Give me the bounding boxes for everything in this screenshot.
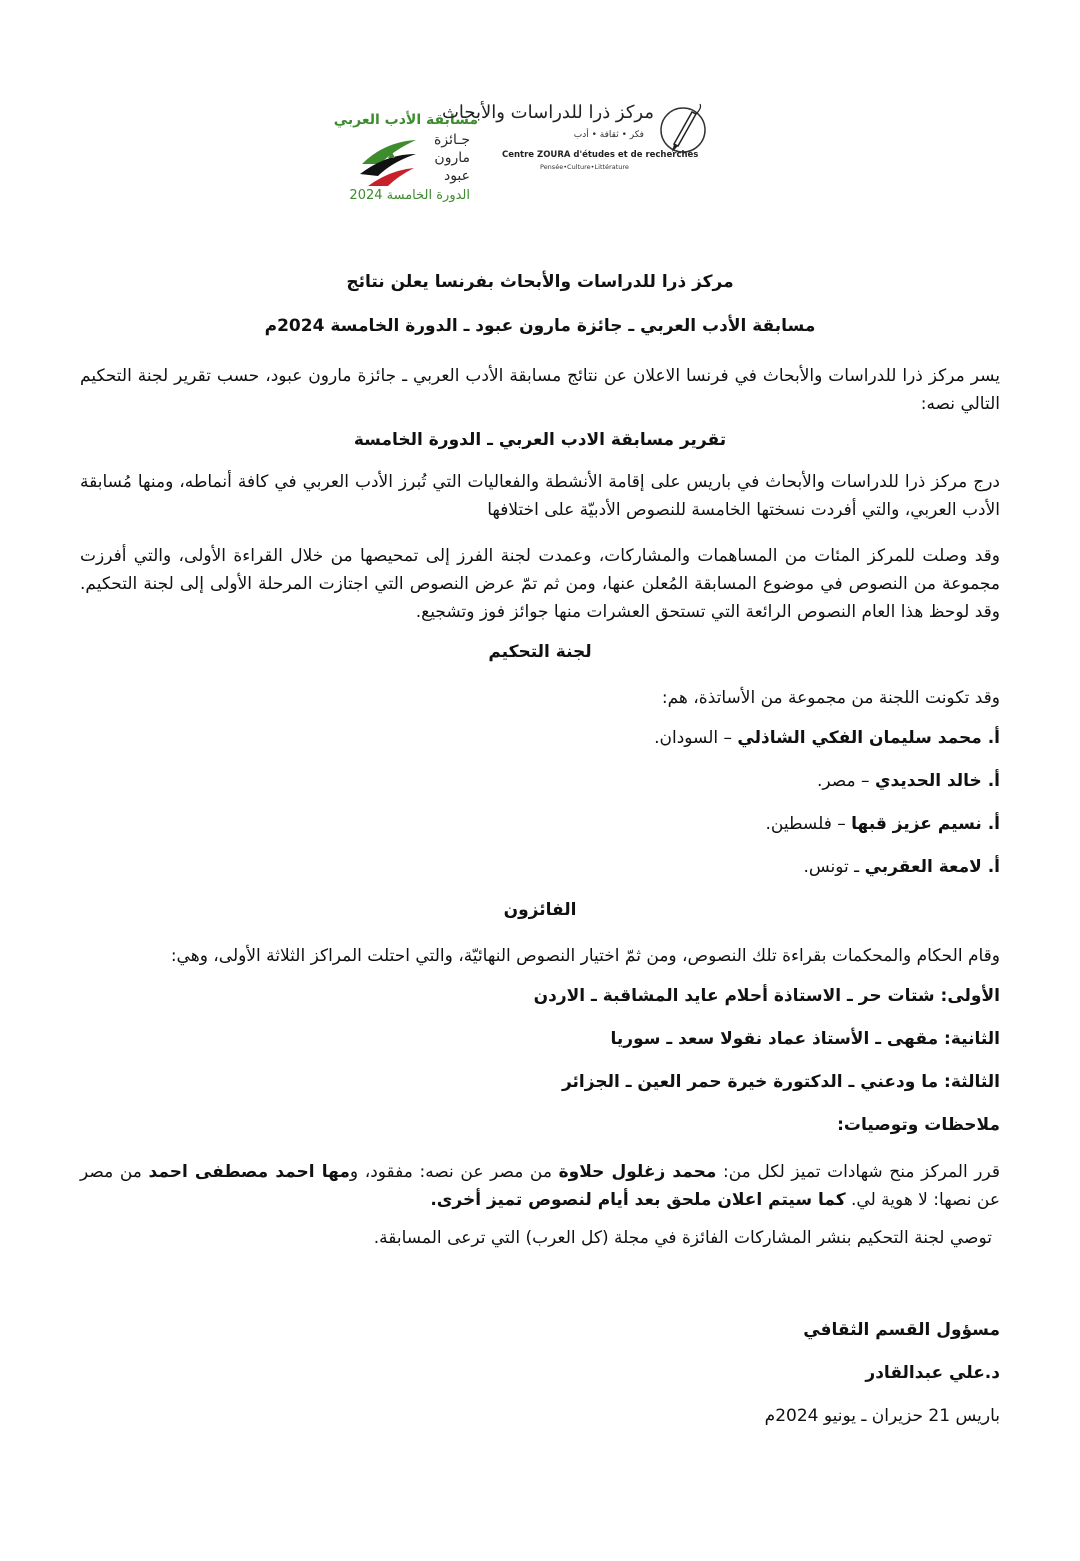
document-subtitle: مسابقة الأدب العربي ـ جائزة مارون عبود ـ الدورة الخامسة 2024م — [264, 316, 816, 336]
jury-heading: لجنة التحكيم — [488, 642, 592, 662]
winners-heading: الفائزون — [503, 900, 577, 920]
jury-member: أ. محمد سليمان الفكي الشاذلي – السودان. — [654, 728, 1000, 748]
signature-name: د.علي عبدالقادر — [865, 1363, 1000, 1383]
jury-intro: وقد تكونت اللجنة من مجموعة من الأساتذة، هم: — [661, 688, 1000, 708]
contest-logo-title: مسابقة الأدب العربي — [333, 112, 478, 128]
winners-intro: وقام الحكام والمحكمات بقراءة تلك النصوص، ومن ثمّ اختيار النصوص النهائيّة، والتي احتلت المراكز الثلاثة الأولى، وهي: — [170, 946, 1000, 966]
signature-role: مسؤول القسم الثقافي — [803, 1320, 1000, 1340]
contest-logo-line3: عبود — [443, 168, 470, 184]
jury-member: أ. لامعة العقربي ـ تونس. — [803, 857, 1000, 877]
contest-logo — [333, 108, 490, 208]
jury-member: أ. نسيم عزيز قبها – فلسطين. — [765, 814, 1000, 834]
document-title: مركز ذرا للدراسات والأبحاث بفرنسا يعلن نتائج — [346, 272, 734, 292]
contest-logo-line2: مارون — [434, 150, 470, 166]
contest-logo-line1: جـائزة — [434, 132, 470, 148]
recommendation-paragraph: توصي لجنة التحكيم بنشر المشاركات الفائزة في مجلة (كل العرب) التي ترعى المسابقة. — [373, 1228, 992, 1248]
flag-swoosh-icon — [358, 134, 420, 190]
notes-heading: ملاحظات وتوصيات: — [837, 1115, 1000, 1135]
winner-second: الثانية: مقهى ـ الأستاذ عماد نقولا سعد ـ سوريا — [610, 1029, 1000, 1049]
center-logo-french-name: Centre ZOURA d'études et de recherches — [502, 150, 699, 160]
notes-paragraph: قرر المركز منح شهادات تميز لكل من: محمد زغلول حلاوة من مصر عن نصه: مفقود، ومها احمد مصطفى احمد من مصر عن نصها: لا هوية لي. كما سيتم اعلان ملحق بعد أيام لنصوص تميز أخرى. — [80, 1162, 1001, 1210]
center-logo-arabic-name: مركز ذرا للدراسات والأبحاث — [441, 102, 654, 123]
intro-paragraph: يسر مركز ذرا للدراسات والأبحاث في فرنسا الاعلان عن نتائج مسابقة الأدب العربي ـ جائزة مارون عبود، حسب تقرير لجنة التحكيم التالي نصه: — [80, 366, 1000, 414]
center-logo-tagline: فكر • ثقافة • أدب — [573, 130, 644, 140]
jury-member: أ. خالد الحديدي – مصر. — [817, 771, 1000, 791]
report-heading: تقرير مسابقة الادب العربي ـ الدورة الخامسة — [353, 430, 727, 450]
report-paragraph-1: درج مركز ذرا للدراسات والأبحاث في باريس على إقامة الأنشطة والفعاليات التي تُبرز الأدب العربي في كافة أنماطه، ومنها مُسابقة الأدب العربي، والتي أفردت نسختها الخامسة للنصوص الأدبيّة على اختلافها — [80, 472, 1000, 520]
report-paragraph-2: وقد وصلت للمركز المئات من المساهمات والمشاركات، وعمدت لجنة الفرز إلى تمحيصها من خلال القراءة الأولى، والتي أفرزت مجموعة من النصوص في موضوع المسابقة المُعلن عنها، ومن ثم تمّ عرض النصوص التي اجتازت المرحلة الأولى إلى لجنة التحكيم. وقد لوحظ هذا العام النصوص الرائعة التي تستحق العشرات منها جوائز فوز وتشجيع. — [80, 546, 1000, 622]
winner-first: الأولى: شتات حر ـ الاستاذة أحلام عايد المشاقبة ـ الاردن — [533, 986, 1000, 1006]
signature-date: باريس 21 حزيران ـ يونيو 2024م — [764, 1406, 1000, 1426]
center-logo-french-sub: Pensée•Culture•Littérature — [540, 163, 629, 171]
winner-third: الثالثة: ما ودعني ـ الدكتورة خيرة حمر العين ـ الجزائر — [561, 1072, 1000, 1092]
contest-logo-edition: الدورة الخامسة 2024 — [349, 188, 470, 203]
